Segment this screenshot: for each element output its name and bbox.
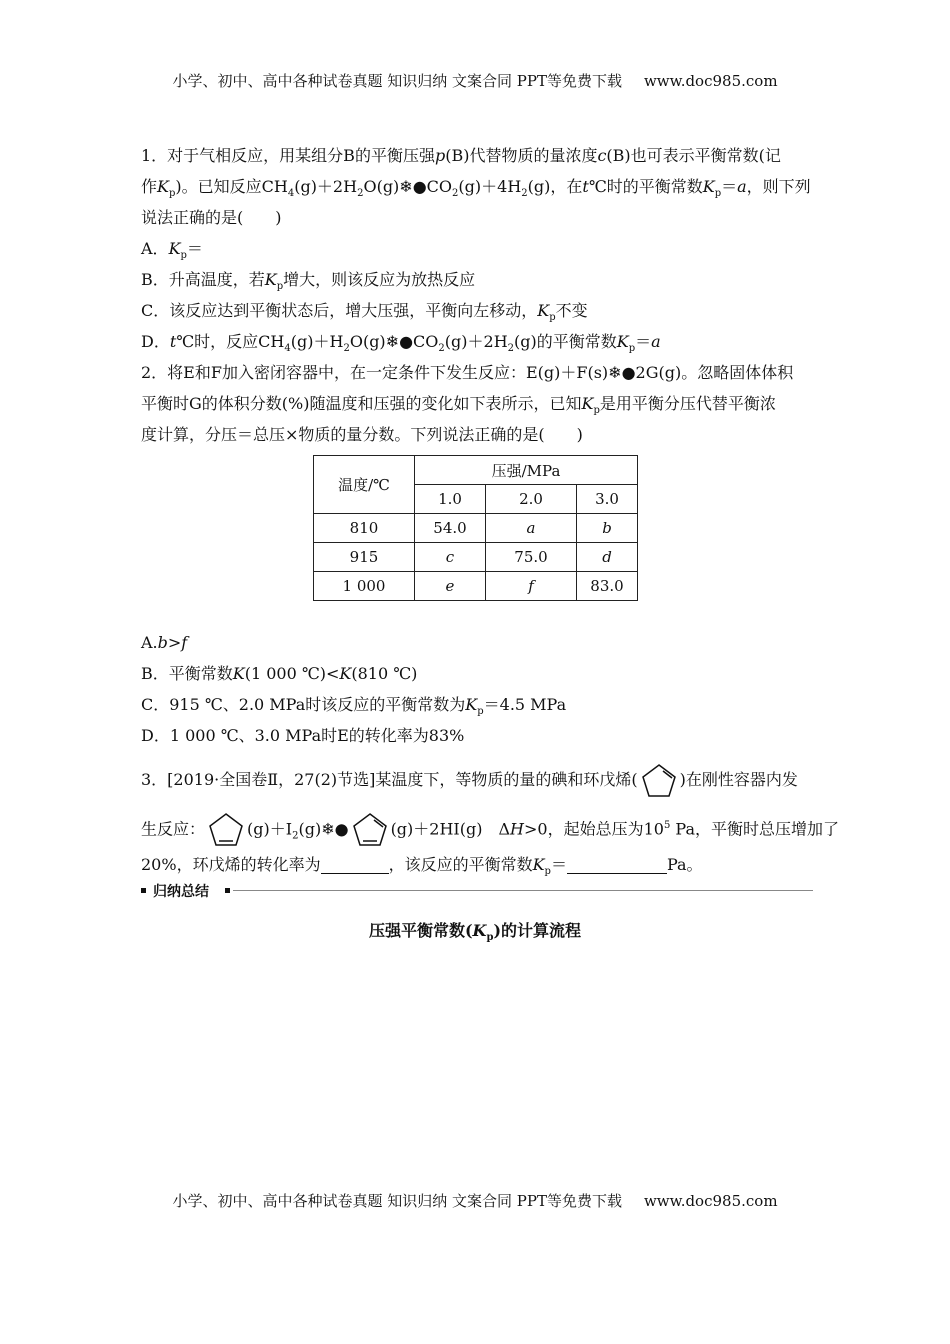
temp-header: 温度/℃ — [314, 456, 415, 514]
table-row: 915 c 75.0 d — [314, 543, 638, 572]
cyclopentene-icon — [638, 761, 680, 801]
pressure-col: 2.0 — [486, 485, 577, 514]
q2-option-d: D．1 000 ℃、3.0 MPa时E的转化率为83% — [141, 726, 465, 745]
q2-option-a: A.b>f — [141, 633, 188, 652]
q1-option-d: D．t℃时，反应$CH_4(g)+H_2O(g)❄●CO_2(g)+2H_2(g)$的平衡常数$K_p=a$ — [141, 332, 661, 355]
q1-line3: 说法正确的是( ) — [141, 208, 282, 227]
q1-line2: 作$K_p$)。已知反应$CH_4(g)+2H_2O(g)❄●CO_2(g)+4H_2(g)$，在t℃时的平衡常数$K_p=a$，则下列 — [141, 177, 811, 200]
question-content — [141, 140, 839, 880]
footer-text: 小学、初中、高中各种试卷真题 知识归纳 文案合同 PPT等免费下载 — [172, 1192, 622, 1210]
divider — [233, 890, 813, 891]
bullet-square-icon — [141, 888, 146, 893]
cyclopentadiene-icon — [349, 810, 391, 850]
q3-line1: 3．[2019·全国卷Ⅱ，27(2)节选]某温度下，等物质的量的碘和环戊烯( )在刚性容器内发 — [141, 757, 813, 803]
q2-line1: 2．将E和F加入密闭容器中，在一定条件下发生反应：E(g)＋F(s)❄●2G(g)。忽略固体体积 — [141, 363, 794, 382]
header-text: 小学、初中、高中各种试卷真题 知识归纳 文案合同 PPT等免费下载 — [172, 72, 622, 90]
pressure-col: 1.0 — [415, 485, 486, 514]
summary-label: 归纳总结 — [153, 884, 209, 900]
q1-option-b: B．升高温度，若$K_p$增大，则该反应为放热反应 — [141, 270, 476, 293]
q2-option-c: C．915 ℃、2.0 MPa时该反应的平衡常数为$K_p=4.5$ MPa — [141, 695, 567, 718]
q1-option-c: C．该反应达到平衡状态后，增大压强，平衡向左移动，$K_p$不变 — [141, 301, 588, 324]
pressure-header: 压强/MPa — [415, 456, 638, 485]
footer-site: www.doc985.com — [643, 1192, 778, 1210]
q2-line3: 度计算，分压＝总压×物质的量分数。下列说法正确的是( ) — [141, 425, 583, 444]
q3-line2: 生反应： $(g)+I_2(g)❄●$ (g)＋2HI(g) ΔH>0，起始总压为$10^5$ Pa，平衡时总压增加了 — [141, 803, 813, 849]
q1-option-a: A．$K_p=$ — [141, 239, 203, 262]
q1-line1: 1．对于气相反应，用某组分B的平衡压强p(B)代替物质的量浓度c(B)也可表示平衡常数(记 — [141, 146, 781, 165]
q3-line3: 20%，环戊烯的转化率为 ，该反应的平衡常数$K_p= Pa$。 — [141, 855, 703, 878]
bullet-square-icon — [225, 888, 230, 893]
page-header — [0, 70, 950, 91]
header-site: www.doc985.com — [643, 72, 778, 90]
summary-bar — [141, 880, 813, 902]
answer-blank[interactable] — [321, 855, 389, 874]
q2-line2: 平衡时G的体积分数(%)随温度和压强的变化如下表所示，已知$K_p$是用平衡分压代替平衡浓 — [141, 394, 776, 417]
data-table — [313, 455, 638, 601]
section-title: 压强平衡常数$(K_p)$的计算流程 — [368, 921, 582, 944]
page-footer — [0, 1190, 950, 1211]
equilibrium-symbol: ❄● — [399, 177, 427, 196]
table-row: 1 000 e f 83.0 — [314, 572, 638, 601]
table-row: 810 54.0 a b — [314, 514, 638, 543]
answer-blank[interactable] — [567, 855, 667, 874]
pressure-col: 3.0 — [577, 485, 638, 514]
cyclopentene-icon — [205, 810, 247, 850]
q2-option-b: B．平衡常数K(1 000 ℃)<K(810 ℃) — [141, 664, 418, 683]
